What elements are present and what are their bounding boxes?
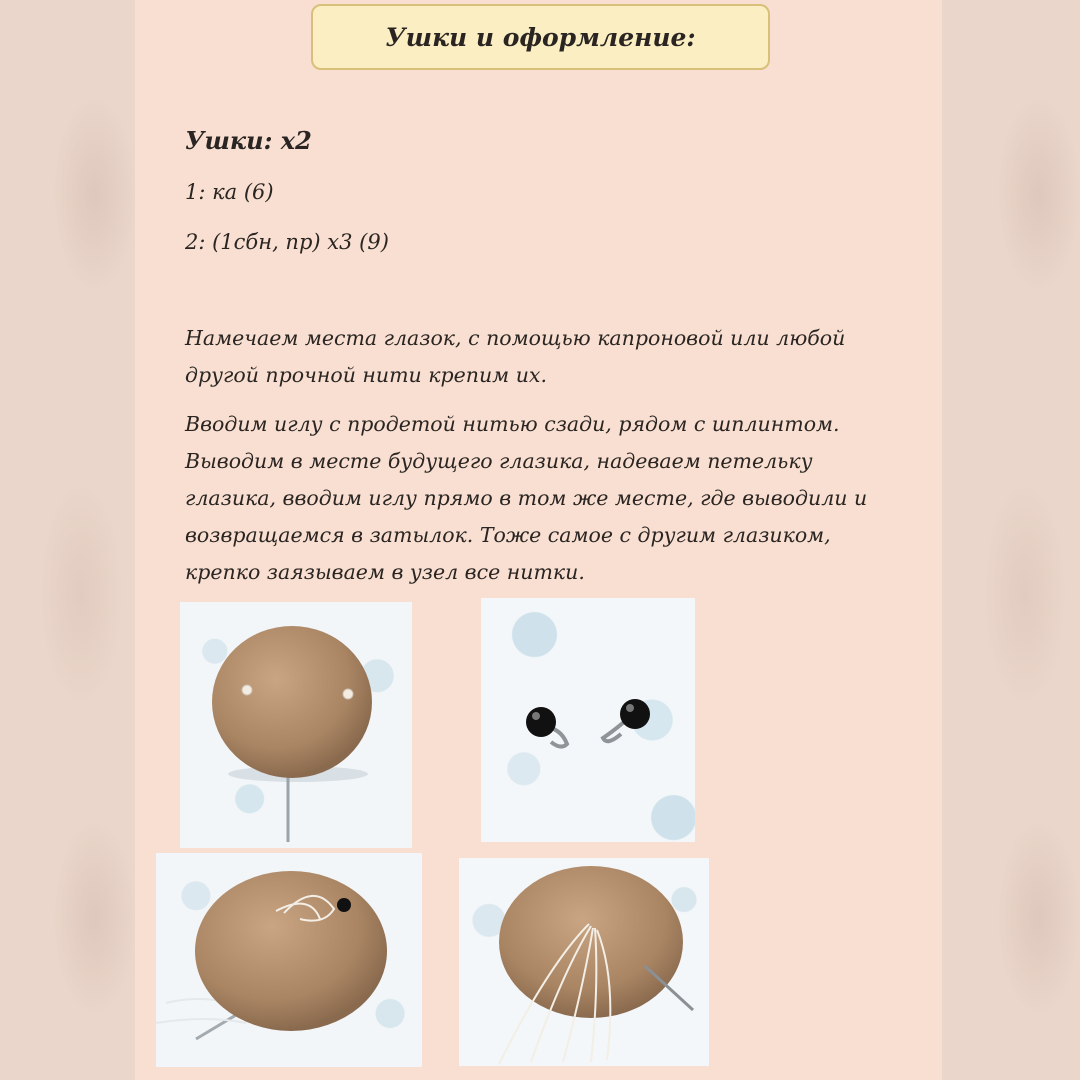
photo-threads-knotted [459, 858, 709, 1066]
ears-heading: Ушки: х2 [185, 126, 312, 155]
instruction-paragraph-1: Намечаем места глазок, с помощью капроновой или любой другой прочной нити крепим их. [185, 326, 846, 387]
section-title: Ушки и оформление: [311, 4, 770, 70]
photo-eye-attached [156, 853, 422, 1067]
blurred-background-left [0, 0, 135, 1080]
pattern-row-1: 1: ка (6) [185, 180, 274, 204]
photo-head-pins [180, 602, 412, 848]
blurred-background-right [942, 0, 1080, 1080]
instruction-paragraph-2: Вводим иглу с продетой нитью сзади, рядом с шплинтом. Выводим в месте будущего глазика, надеваем петельку глазика, вводим иглу прямо в том же месте, где выводили и возвращаемся в затылок. Тоже самое с другим глазиком, крепко заязываем в узел все нитки. [185, 412, 868, 584]
pattern-row-2: 2: (1сбн, пр) х3 (9) [185, 230, 389, 254]
photo-safety-eyes [481, 598, 695, 842]
